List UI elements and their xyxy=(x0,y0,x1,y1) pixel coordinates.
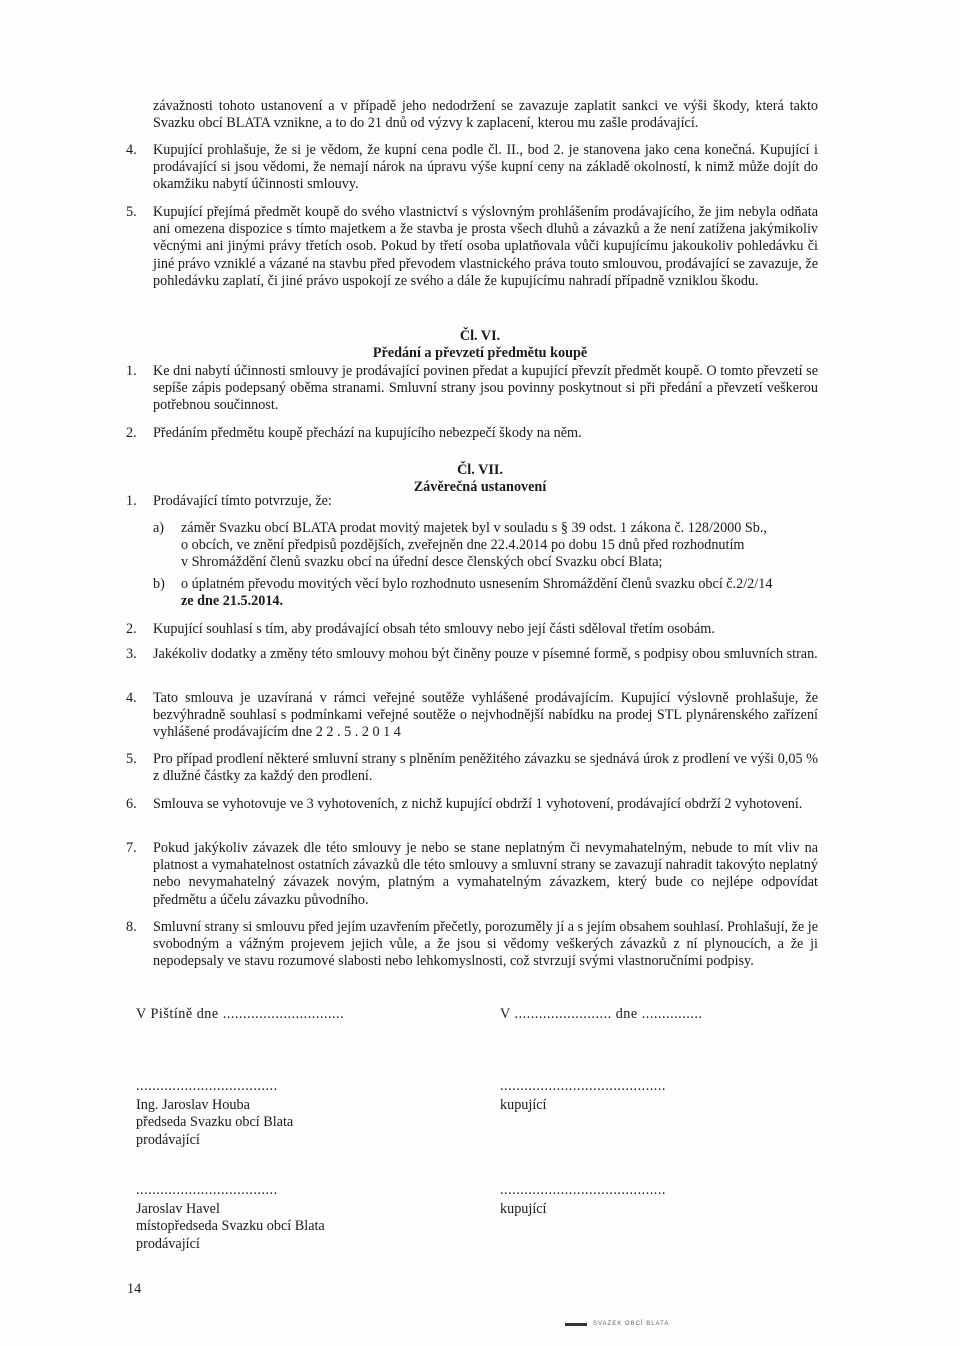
intro-paragraph: závažnosti tohoto ustanovení a v případě jeho nedodržení se zavazuje zaplatit sankci ve výši škody, která takto Svazku obcí BLATA vznikne, a to do 21 dnů od výzvy k zaplacení, kterou mu zašle prodávající. xyxy=(153,98,818,132)
sub-item-label-b: b) xyxy=(153,576,165,592)
article-6-title: Předání a převzetí předmětu koupě xyxy=(372,345,588,361)
paragraph-4: Kupující prohlašuje, že si je vědom, že kupní cena podle čl. II., bod 2. je stanovena jako cena konečná. Kupující i prodávající si jsou vědomi, že nemají nárok na úpravu výše kupní ceny na základě okolností, k nimž může dojít do okamžiku nabytí účinnosti smlouvy. xyxy=(153,142,818,193)
footer-logo xyxy=(565,1316,669,1333)
item-number: 5. xyxy=(126,204,137,220)
signatory-role: místopředseda Svazku obcí Blata xyxy=(136,1218,325,1235)
item-number: 4. xyxy=(126,690,137,706)
sub-item-b-date: ze dne 21.5.2014. xyxy=(181,593,284,610)
sub-item-a-line: o obcích, ve znění předpisů pozdějších, zveřejněn dne 22.4.2014 po dobu 15 dnů před rozhodnutím xyxy=(181,537,745,554)
signatory-name: Jaroslav Havel xyxy=(136,1201,220,1218)
place-date-right: V ........................ dne ............... xyxy=(500,1006,703,1022)
art7-item-8: Smluvní strany si smlouvu před jejím uzavřením přečetly, porozuměly jí a s jejím obsahem souhlasí. Prohlašují, že je svobodným a vážným projevem jejich vůle, a že jsou si vědomy veškerých závazků z ní plynoucích, a že ji nepodepsaly ve stavu rozumové slabosti nebo lehkomyslnosti, což stvrzují svými vlastnoručními podpisy. xyxy=(153,919,818,970)
signature-block-buyer-2 xyxy=(500,1182,666,1218)
paragraph-5: Kupující přejímá předmět koupě do svého vlastnictví s výslovným prohlášením prodávajícího, že jim nebyla odňata ani omezena dispozice s tímto majetkem a že stavba je prosta všech dluhů a závazků a že není zatížena jakýmikoliv věcnými ani jinými právy třetích osob. Pokud by třetí osoba uplatňovala vůči kupujícímu jakoukoliv pohledávku či jiné právo vzniklé a vázané na stavbu před převodem vlastnického práva touto smlouvou, prodávající se zavazuje, že pohledávku zaplatí, či jiné právo uspokojí ze svého a dále že kupujícímu nahradí případně vzniklou škodu. xyxy=(153,204,818,289)
art7-item-2: Kupující souhlasí s tím, aby prodávající obsah této smlouvy nebo její části sděloval třetím osobám. xyxy=(153,621,715,637)
signatory-name: Ing. Jaroslav Houba xyxy=(136,1097,250,1114)
signature-line: ................................... xyxy=(136,1182,278,1198)
art6-item-2: Předáním předmětu koupě přechází na kupujícího nebezpečí škody na něm. xyxy=(153,425,582,441)
sub-item-b xyxy=(181,576,831,610)
art6-item-1: Ke dni nabytí účinnosti smlouvy je prodávající povinen předat a kupující převzít předmět koupě. O tomto převzetí se sepíše zápis podepsaný oběma stranami. Smluvní strany jsou povinny poskytnout si při předání a převzetí veškerou potřebnou součinnost. xyxy=(153,363,818,414)
article-7-title: Závěrečná ustanovení xyxy=(413,479,547,495)
signatory-party: kupující xyxy=(500,1201,547,1218)
art7-item-1: Prodávající tímto potvrzuje, že: xyxy=(153,493,332,509)
signatory-role: předseda Svazku obcí Blata xyxy=(136,1114,294,1131)
page-number: 14 xyxy=(127,1281,142,1297)
sub-item-b-line: o úplatném převodu movitých věcí bylo rozhodnuto usnesením Shromáždění členů svazku obcí č.2/2/14 xyxy=(181,576,773,592)
sub-item-label-a: a) xyxy=(153,520,165,536)
art7-item-5: Pro případ prodlení některé smluvní strany s plněním peněžitého závazku se sjednává úrok z prodlení ve výši 0,05 % z dlužné částky za každý den prodlení. xyxy=(153,751,818,785)
signatory-party: prodávající xyxy=(136,1131,200,1148)
sub-item-a xyxy=(181,520,831,572)
signature-block-seller-2 xyxy=(136,1182,325,1253)
footer-logo-text: SVAZEK OBCÍ BLATA xyxy=(593,1321,670,1327)
signature-line: ................................... xyxy=(136,1078,278,1094)
signature-line: ......................................... xyxy=(500,1182,666,1198)
signature-block-seller-1 xyxy=(136,1078,293,1149)
signatory-party: prodávající xyxy=(136,1235,200,1252)
item-number: 6. xyxy=(126,796,137,812)
item-number: 3. xyxy=(126,646,137,662)
item-number: 1. xyxy=(126,493,137,509)
article-6-heading: Čl. VI. xyxy=(459,328,501,344)
article-7-heading: Čl. VII. xyxy=(457,462,503,478)
item-number: 4. xyxy=(126,142,137,158)
logo-bar-icon xyxy=(565,1323,587,1326)
sub-item-a-line: záměr Svazku obcí BLATA prodat movitý majetek byl v souladu s § 39 odst. 1 zákona č. 128/2000 Sb., xyxy=(181,520,767,536)
place-date-left: V Pištíně dne .............................. xyxy=(136,1006,345,1022)
item-number: 1. xyxy=(126,363,137,379)
signature-block-buyer-1 xyxy=(500,1078,666,1114)
item-number: 7. xyxy=(126,840,137,856)
sub-item-a-line: v Shromáždění členů svazku obcí na úřední desce členských obcí Svazku obcí Blata; xyxy=(181,554,663,571)
item-number: 8. xyxy=(126,919,137,935)
art7-item-3: Jakékoliv dodatky a změny této smlouvy mohou být činěny pouze v písemné formě, s podpisy obou smluvních stran. xyxy=(153,646,818,662)
signature-line: ......................................... xyxy=(500,1078,666,1094)
item-number: 5. xyxy=(126,751,137,767)
item-number: 2. xyxy=(126,425,137,441)
art7-item-4: Tato smlouva je uzavíraná v rámci veřejné soutěže vyhlášené prodávajícím. Kupující výslovně prohlašuje, že bezvýhradně souhlasí s podmínkami veřejné soutěže o nejvhodnější nabídku na prodej STL plynárenského zařízení vyhlášené prodávajícím dne 2 2 . 5 . 2 0 1 4 xyxy=(153,690,818,741)
art7-item-6: Smlouva se vyhotovuje ve 3 vyhotoveních, z nichž kupující obdrží 1 vyhotovení, prodávající obdrží 2 vyhotovení. xyxy=(153,796,803,812)
art7-item-7: Pokud jakýkoliv závazek dle této smlouvy je nebo se stane neplatným či nevymahatelným, nebude to mít vliv na platnost a vymahatelnost ostatních závazků dle této smlouvy a smluvní strany se zavazují nahradit takovýto neplatný nebo nevymahatelný závazek novým, platným a vymahatelným závazkem, který bude co nejlépe odpovídat předmětu a účelu závazku původního. xyxy=(153,840,818,908)
item-number: 2. xyxy=(126,621,137,637)
signatory-party: kupující xyxy=(500,1097,547,1114)
